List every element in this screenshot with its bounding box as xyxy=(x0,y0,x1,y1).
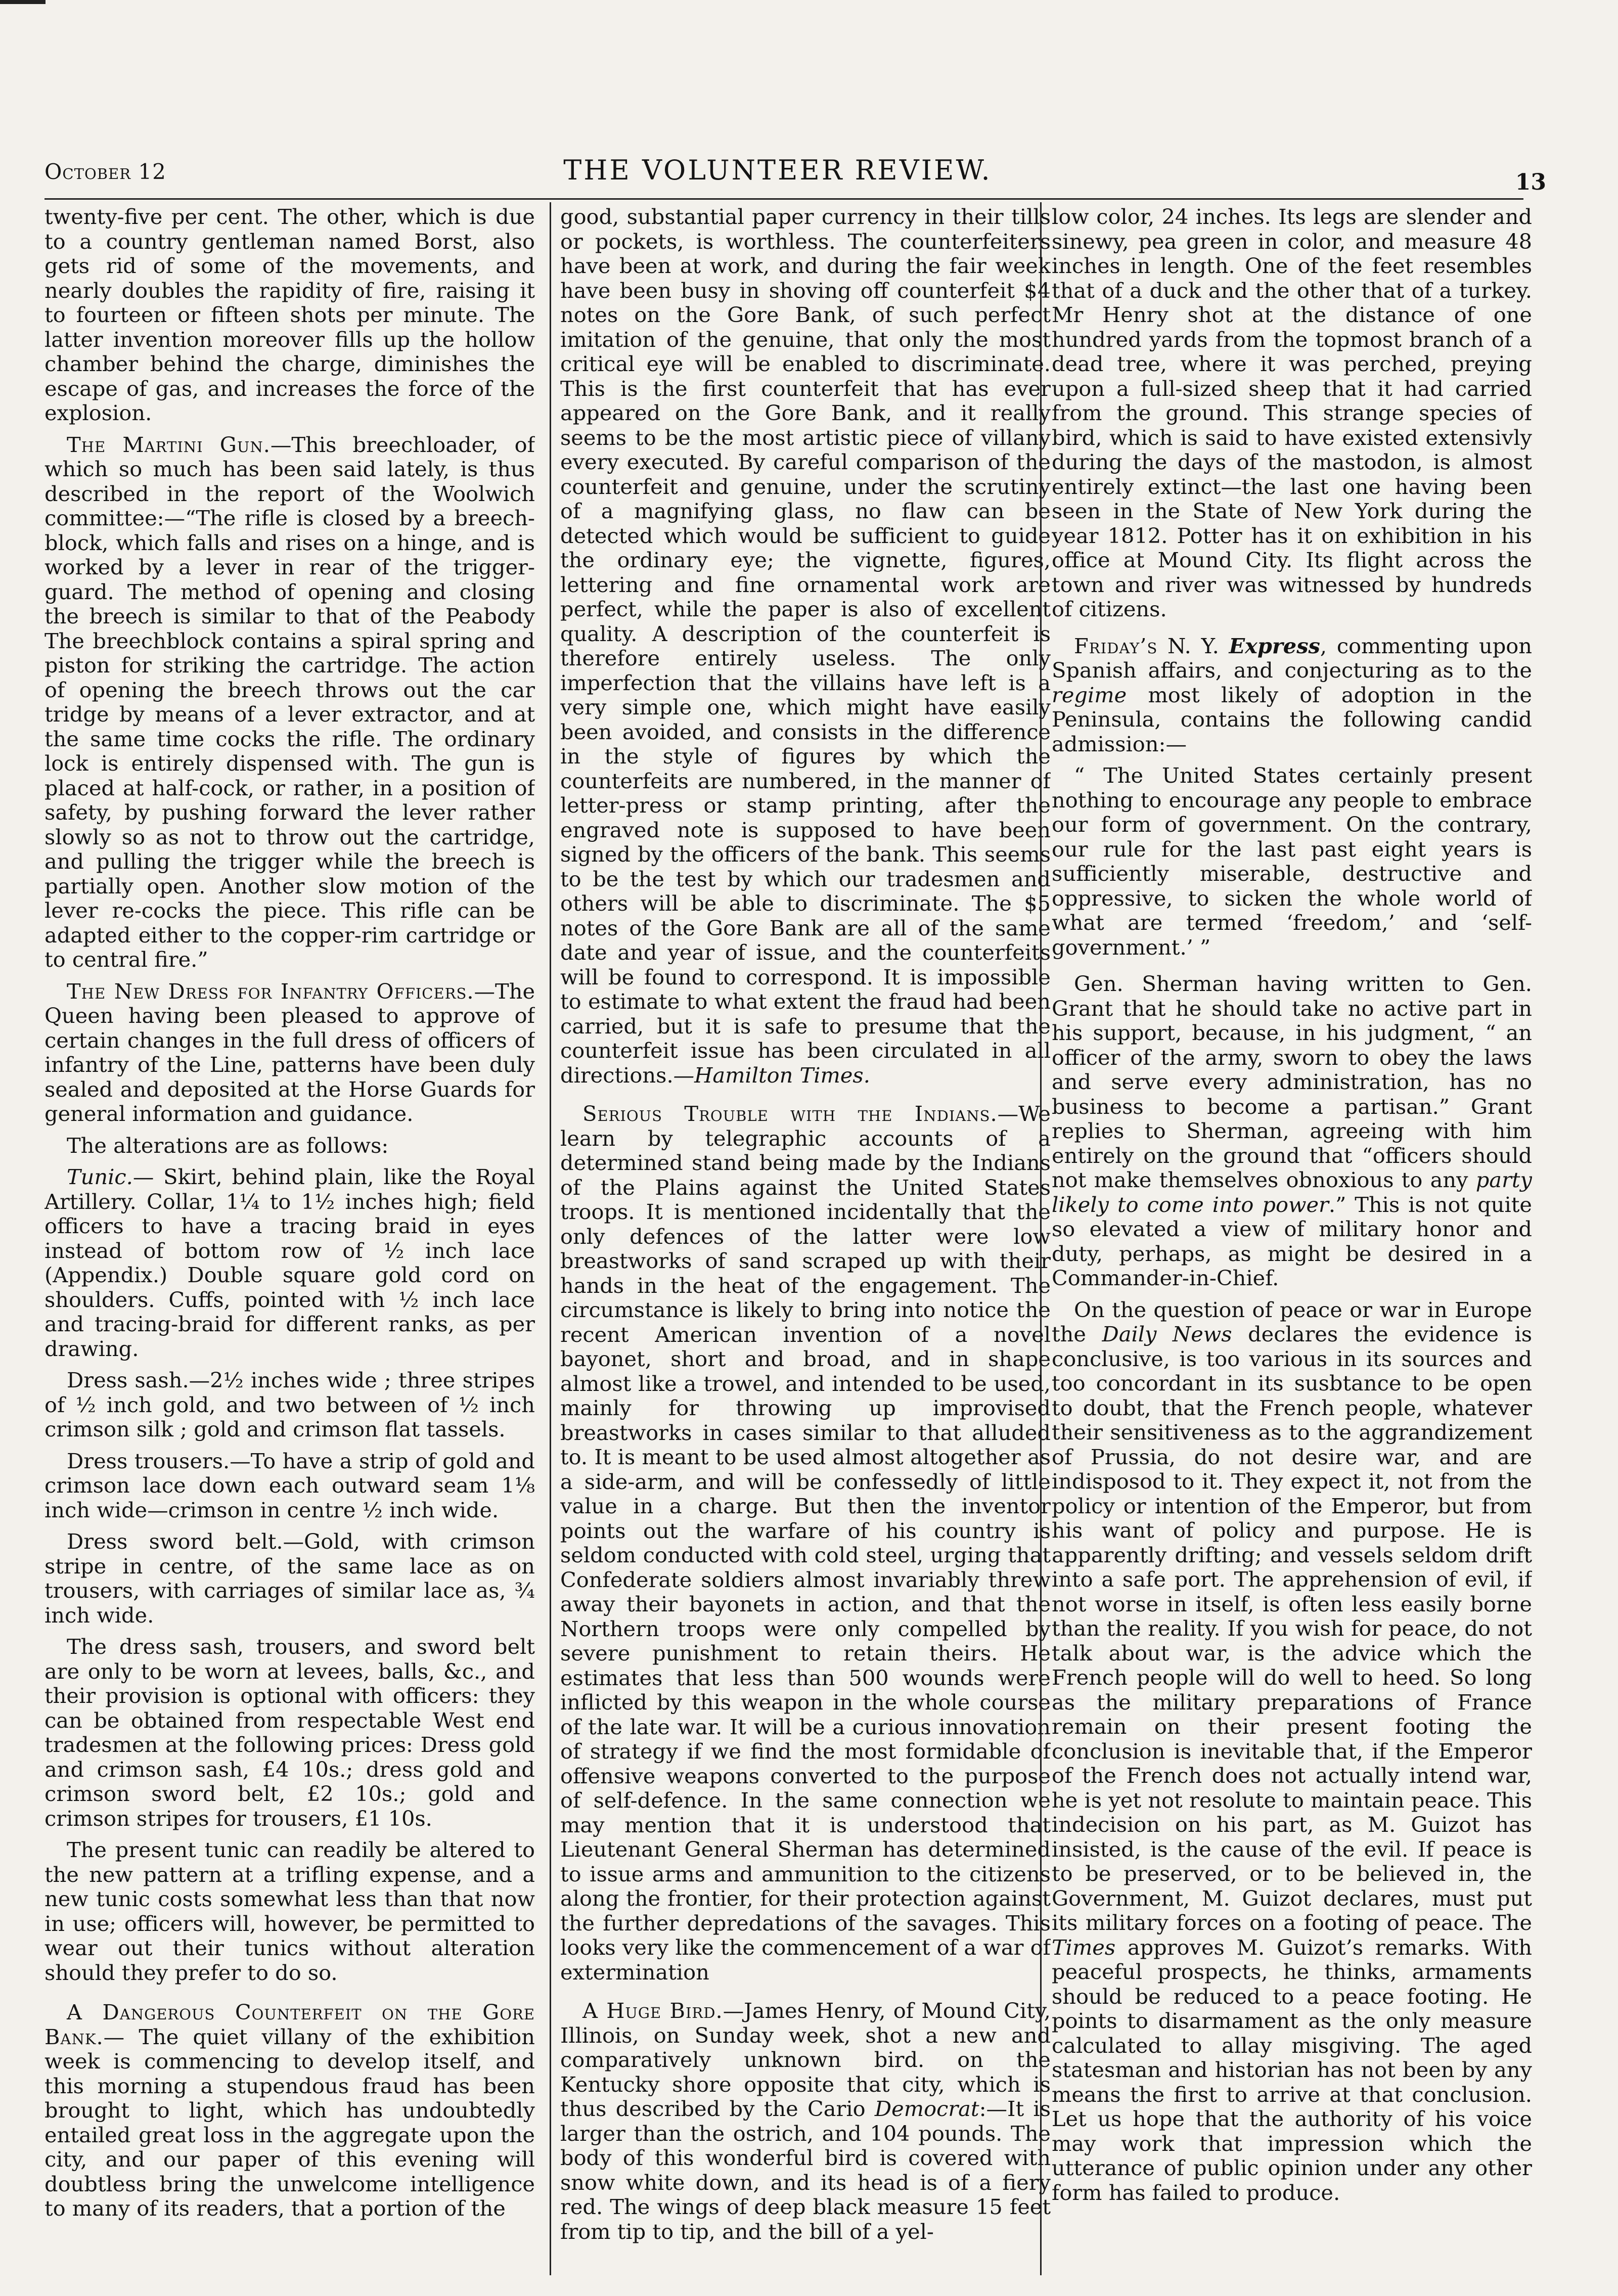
article-paragraph: Dress sword belt.—Gold, with crimson stripe in centre, of the same lace as on trousers, with carriages of similar lace as, ¾ inch wide. xyxy=(44,1529,535,1628)
header-date: October 12 xyxy=(44,159,166,184)
article-body: Gen. Sherman having written to Gen. Grant that he should take no active part in his support, because, in his judgment, “ an officer of the army, sworn to obey the laws and serve every administration, has no business to become a partisan.” Grant replies to Sherman, agreeing with him entirely on the ground that “officers should not make themselves obnoxious to any xyxy=(1052,971,1532,1192)
article-counterfeit-continued xyxy=(560,205,1051,1088)
page-number: 13 xyxy=(1515,169,1546,195)
article-paragraph: twenty-five per cent. The other, which is due to a country gentleman named Borst, also gets rid of some of the movements, and nearly doubles the rapidity of fire, raising it to fourteen or fifteen shots per minute. The latter invention moreover fills up the hollow chamber behind the charge, diminishes the escape of gas, and increases the force of the explosion. xyxy=(44,205,535,425)
article-body: —The Queen having been pleased to approve of certain changes in the full dress of officers of infantry of the Line, patterns have been duly sealed and deposited at the Horse Guards for general information and guidance. xyxy=(44,978,535,1126)
article-body: approves M. Guizot’s remarks. With peaceful prospects, he thinks, armaments should be reduced to a peace footing. He points to disarmament as the only measure calculated to allay misgiving. The aged statesman and historian has not been by any means the first to arrive at that conclusion. Let us hope that the authority of his voice may work that impression which the utterance of public opinion under any other form has failed to produce. xyxy=(1052,1934,1532,2205)
article-paragraph xyxy=(44,1165,535,1361)
article-infantry-dress xyxy=(44,979,535,1127)
column-divider-1 xyxy=(550,202,551,2275)
article-ny-express xyxy=(1052,634,1532,757)
article-paragraph: The present tunic can readily be altered to the new pattern at a trifling expense, and a new tunic costs somewhat less than that now in use; officers will, however, be permitted to wear out their tunics without alteration should they prefer to do so. xyxy=(44,1837,535,1985)
article-body: most likely of adoption in the Peninsula, contains the following candid admission:— xyxy=(1052,682,1532,756)
article-europe xyxy=(1052,1298,1532,2205)
newspaper-name: Times xyxy=(1052,1934,1116,1960)
article-sherman xyxy=(1052,972,1532,1291)
column-3 xyxy=(1052,205,1532,2268)
inline-label: Tunic. xyxy=(67,1164,133,1189)
header-title: THE VOLUNTEER REVIEW. xyxy=(563,154,992,186)
article-source: Democrat xyxy=(874,2096,979,2121)
article-indians xyxy=(560,1102,1051,1985)
article-heading: A Huge Bird. xyxy=(582,1998,723,2023)
scan-edge-mark xyxy=(0,0,46,4)
article-body: —James Henry, of Mound City, Illinois, on Sunday week, shot a new and comparatively unknown bird. on the Kentucky shore opposite that city, which is thus described by the Cario xyxy=(560,1998,1051,2121)
article-source: —Hamilton Times. xyxy=(673,1062,870,1088)
article-body: — Skirt, behind plain, like the Royal Artillery. Collar, 1¼ to 1½ inches high; field officers to have a tracing braid in eyes instead of bottom row of ½ inch lace (Appendix.) Double square gold cord on shoulders. Cuffs, pointed with ½ inch lace and tracing-braid for different ranks, as per drawing. xyxy=(44,1164,535,1361)
article-body: — The quiet villany of the exhibition week is commencing to develop itself, and this morning a stupendous fraud has been brought to light, which has undoubtedly entailed great loss in the aggregate upon the city, and our paper of this evening will doubtless bring the unwelcome intelligence to many of its readers, that a portion of the xyxy=(44,2024,535,2221)
article-heading: The New Dress for Infantry Officers. xyxy=(67,978,474,1004)
newspaper-name: Daily News xyxy=(1102,1322,1232,1346)
inline-italic: regime xyxy=(1052,682,1127,707)
article-body: —We learn by telegraphic accounts of a determined stand being made by the Indians of the Plains against the United States troops. It is mentioned incidentally that the only defences of the latter were low breastworks of sand scraped up with their hands in the heat of the engagement. The circumstance is likely to bring into notice the recent American invention of a novel bayonet, short and broad, and in shape almost like a trowel, and intended to be used, mainly for throwing up improvised breastworks in cases similar to that alluded to. It is meant to be used almost altogether as a side-arm, and will be confessedly of little value in a charge. But then the inventor points out the warfare of his country is seldom conducted with cold steel, urging that Confederate soldiers almost invariably threw away their bayonets in action, and that the Northern troops were only compelled by severe punishment to retain theirs. He estimates that less than 500 wounds were inflicted by this weapon in the whole course of the late war. It will be a curious innovation of strategy if we find the most formidable of offensive weapons converted to the purpose of self-defence. In the same connection we may mention that it is understood that Lieutenant General Sherman has determined to issue arms and ammunition to the citizens along the frontier, for their protection against the further depredations of the savages. This looks very like the commencement of a war of extermination xyxy=(560,1101,1051,1985)
article-martini-gun xyxy=(44,433,535,972)
article-body: :—It is larger than the ostrich, and 104 pounds. The body of this wonderful bird is covered with snow white down, and its head is of a fiery red. The wings of deep black measure 15 feet from tip to tip, and the bill of a yel- xyxy=(560,2096,1051,2244)
article-body: , commenting upon Spanish affairs, and conjecturing as to the xyxy=(1052,633,1532,683)
article-quote: “ The United States certainly present nothing to encourage any people to embrace our form of government. On the contrary, our rule for the last past eight years is sufficiently miserable, destructive and oppressive, to sicken the whole world of what are termed ‘freedom,’ and ‘self-government.’ ” xyxy=(1052,763,1532,960)
column-2 xyxy=(560,205,1051,2268)
article-heading: Friday’s xyxy=(1074,633,1158,658)
article-body: —This breechloader, of which so much has been said lately, is thus described in the report of the Woolwich committee:—“The rifle is closed by a breech-block, which falls and rises on a hinge, and is worked by a lever in rear of the trigger-guard. The method of opening and closing the breech is similar to that of the Peabody The breechblock contains a spiral spring and piston for striking the cartridge. The action of opening the breech throws out the car tridge by means of a lever extractor, and at the same time cocks the rifle. The ordinary lock is entirely dispensed with. The gun is placed at half-cock, or rather, in a position of safety, by pushing forward the lever rather slowly so as not to throw out the cartridge, and pulling the trigger while the breech is partially open. Another slow motion of the lever re-cocks the piece. This rifle can be adapted either to the copper-rim cartridge or to central fire.” xyxy=(44,432,535,972)
article-body: good, substantial paper currency in their tills or pockets, is worthless. The counterfeiters have been at work, and during the fair week have been busy in shoving off counterfeit $4 notes on the Gore Bank, of such perfect imitation of the genuine, that only the most critical eye will be enabled to discriminate. This is the first counterfeit that has ever appeared on the Gore Bank, and it really seems to be the most artistic piece of villany every executed. By careful comparison of the counterfeit and genuine, under the scrutiny of a magnifying glass, no flaw can be detected which would be sufficient to guide the ordinary eye; the vignette, figures, lettering and fine ornamental work are perfect, while the paper is also of excellent quality. A description of the counterfeit is therefore entirely useless. The only imperfection that the villains have left is a very simple one, which might have easily been avoided, and consists in the difference in the style of figures by which the counterfeits are numbered, in the manner of letter-press or stamp printing, after the engraved note is supposed to have been signed by the officers of the bank. This seems to be the test by which our tradesmen and others will be able to discriminate. The $5 notes of the Gore Bank are all of the same date and year of issue, and the counterfeits will be found to correspond. It is impossible to estimate to what extent the fraud had been carried, but it is safe to presume that the counterfeit issue has been circulated in all directions. xyxy=(560,205,1051,1088)
inline-italic: party likely to come into power xyxy=(1052,1167,1532,1217)
column-1 xyxy=(44,205,535,2268)
article-huge-bird xyxy=(560,1999,1051,2244)
article-body: On the question of peace or war in Europe the xyxy=(1052,1297,1532,1346)
header-rule xyxy=(44,198,1523,200)
article-body: declares the evidence is conclusive, is too various in its sources and too concordant in its susbtance to be open to doubt, that the French people, whatever their sensitiveness as to the aggrandizement of Prussia, do not desire war, and are indisposod to it. They expect it, not from the policy or intention of the Emperor, but from his want of policy and purpose. He is apparently drifting; and vessels seldom drift into a safe port. The apprehension of evil, if not worse in itself, is often less easily borne than the reality. If you wish for peace, do not talk about war, is the advice which the French people will do well to heed. So long as the military preparations of France remain on their present footing the conclusion is inevitable that, if the Emperor of the French does not actually intend war, he is yet not resolute to maintain peace. This indecision on his part, as M. Guizot has insisted, is the cause of the evil. If peace is to be preserved, or to be believed in, the Government, M. Guizot declares, must put its military forces on a footing of peace. The xyxy=(1052,1322,1532,1935)
newspaper-name: Express xyxy=(1229,633,1320,658)
article-body: .” This is not quite so elevated a view of military honor and duty, perhaps, as might be desired in a Commander-in-Chief. xyxy=(1052,1192,1532,1290)
article-paragraph: Dress trousers.—To have a strip of gold and crimson lace down each outward seam 1⅛ inch wide—crimson in centre ½ inch wide. xyxy=(44,1448,535,1522)
article-paragraph: The dress sash, trousers, and sword belt are only to be worn at levees, balls, &c., and their provision is optional with officers: they can be obtained from respectable West end tradesmen at the following prices: Dress gold and crimson sash, £4 10s.; dress gold and crimson sword belt, £2 10s.; gold and crimson stripes for trousers, £1 10s. xyxy=(44,1634,535,1831)
article-heading: The Martini Gun. xyxy=(67,432,271,457)
article-heading: Serious Trouble with the Indians. xyxy=(582,1101,998,1126)
article-heading: A Dangerous Counterfeit on the Gore Bank. xyxy=(44,2000,535,2049)
article-body: N. Y. xyxy=(1157,633,1229,658)
page-header xyxy=(44,154,1546,195)
article-paragraph: The alterations are as follows: xyxy=(67,1133,389,1158)
article-paragraph: Dress sash.—2½ inches wide ; three stripes of ½ inch gold, and two between of ½ inch crimson silk ; gold and crimson flat tassels. xyxy=(44,1368,535,1442)
article-counterfeit xyxy=(44,2000,535,2221)
article-bird-continued: low color, 24 inches. Its legs are slender and sinewy, pea green in color, and measure 48 inches in length. One of the feet resembles that of a duck and the other that of a turkey. Mr Henry shot at the distance of one hundred yards from the topmost branch of a dead tree, where it was perched, preying upon a full-sized sheep that it had carried from the ground. This strange species of bird, which is said to have existed extensivly during the days of the mastodon, is almost entirely extinct—the last one having been seen in the State of New York during the year 1812. Potter has it on exhibition in his office at Mound City. Its flight across the town and river was witnessed by hundreds of citizens. xyxy=(1052,205,1532,621)
